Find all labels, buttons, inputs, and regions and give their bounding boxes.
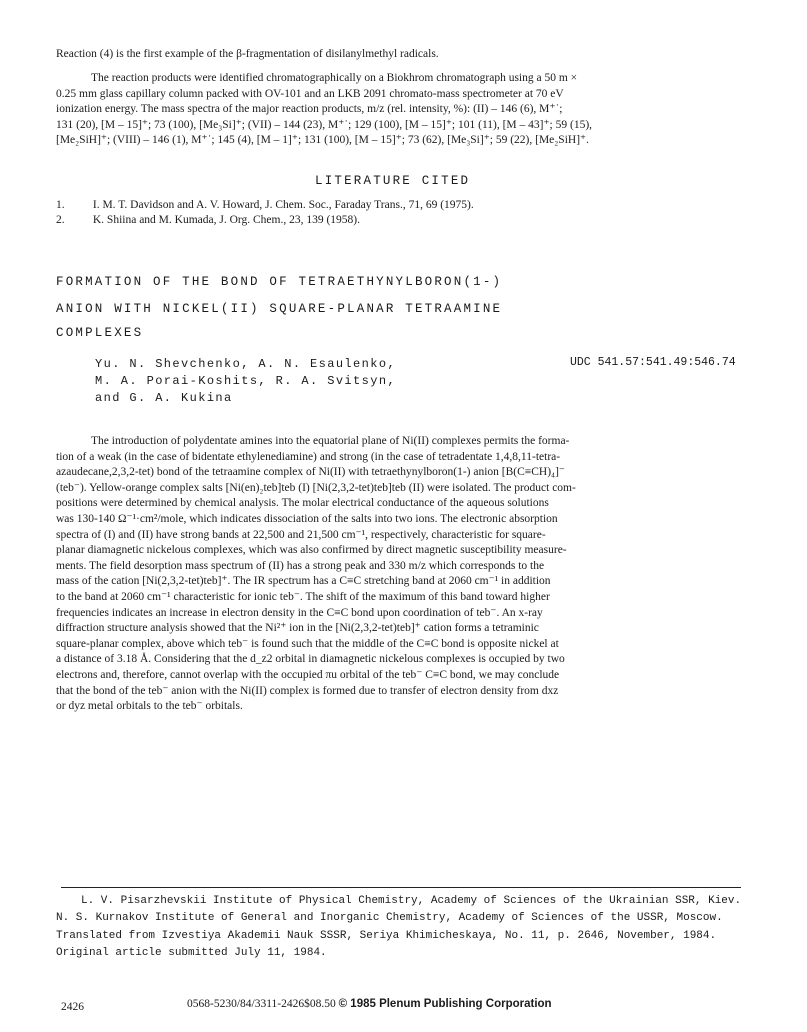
- reference-text: K. Shiina and M. Kumada, J. Org. Chem., 23, 139 (1958).: [92, 214, 361, 226]
- footnote-line: L. V. Pisarzhevskii Institute of Physical Chemistry, Academy of Sciences of the Ukrainian SSR, Kiev.: [81, 895, 742, 907]
- udc-code: UDC 541.57:541.49:546.74: [570, 356, 736, 369]
- copyright-text: © 1985 Plenum Publishing Corporation: [338, 998, 552, 1010]
- author-list: [95, 356, 396, 407]
- text-line: The introduction of polydentate amines into the equatorial plane of Ni(II) complexes permits the forma-: [91, 435, 570, 447]
- text-line: square-planar complex, above which teb⁻ is found such that the middle of the C≡C bond is opposite nickel at: [56, 637, 559, 650]
- text-line: planar diamagnetic nickelous complexes, which was also confirmed by direct magnetic susceptibility measure-: [56, 544, 567, 557]
- text-line: positions were determined by chemical analysis. The molar electrical conductance of the aqueous solutions: [56, 497, 549, 510]
- text-line: a distance of 3.18 Å. Considering that the d_z2 orbital in diamagnetic nickelous complexes is occupied by two: [56, 653, 565, 666]
- text-line: electrons and, therefore, cannot overlap with the occupied πu orbital of the teb⁻ C≡C bond, we may conclude: [56, 668, 560, 681]
- intro-sentence: [56, 47, 744, 63]
- reference-text: I. M. T. Davidson and A. V. Howard, J. Chem. Soc., Faraday Trans., 71, 69 (1975).: [92, 199, 474, 211]
- text-line: that the bond of the teb⁻ anion with the Ni(II) complex is formed due to transfer of electron density from dxz: [56, 684, 559, 697]
- text-line: [Me₂SiH]⁺; (VIII) – 146 (1), M⁺˙; 145 (4), [M – 1]⁺; 131 (100), [M – 15]⁺; 73 (62), [Me₃Si]⁺; 59 (22), [Me₂SiH]⁺.: [56, 134, 589, 147]
- text-line: 131 (20), [M – 15]⁺; 73 (100), [Me₃Si]⁺; (VII) – 144 (23), M⁺˙; 129 (100), [M – 15]⁺; 101 (11), [M – 43]⁺; 59 (15),: [56, 118, 593, 131]
- article-title-line: COMPLEXES: [56, 326, 144, 340]
- copyright-code: 0568-5230/84/3311-2426$08.50: [187, 998, 336, 1010]
- text-line: frequencies indicates an increase in electron density in the C≡C bond upon coordination of teb⁻. An x-ray: [56, 606, 543, 619]
- text-line: diffraction structure analysis showed that the Ni²⁺ ion in the [Ni(2,3,2-tet)teb]⁺ cation forms a tetraminic: [56, 622, 539, 635]
- text-line: to the band at 2060 cm⁻¹ characteristic for ionic teb⁻. The shift of the maximum of this band toward higher: [56, 590, 550, 603]
- reference-item: [56, 214, 756, 226]
- reference-number: 1.: [56, 199, 65, 211]
- text-line: The reaction products were identified chromatographically on a Biokhrom chromatograph using a 50 m ×: [91, 72, 578, 84]
- text-line: 0.25 mm glass capillary column packed with OV-101 and an LKB 2091 chromato-mass spectrometer at 70 eV: [56, 87, 564, 100]
- footnote-line: Translated from Izvestiya Akademii Nauk SSSR, Seriya Khimicheskaya, No. 11, p. 2646, November, 1984.: [56, 929, 717, 942]
- text-line: or dyz metal orbitals to the teb⁻ orbitals.: [56, 700, 243, 713]
- abstract-paragraph: [56, 434, 744, 715]
- text-line: azaudecane,2,3,2-tet) bond of the tetraamine complex of Ni(II) with tetraethynylboron(1-) anion [B(C≡CH)₄]⁻: [56, 466, 565, 479]
- text-line: (teb⁻). Yellow-orange complex salts [Ni(en)₂teb]teb (I) [Ni(2,3,2-tet)teb]teb (II) were isolated. The product com-: [56, 481, 576, 494]
- copyright-line: [187, 998, 552, 1010]
- text-line: ionization energy. The mass spectra of the major reaction products, m/z (rel. intensity, %): (II) – 146 (6), M⁺˙;: [56, 103, 563, 116]
- reference-item: [56, 199, 756, 211]
- text-line: ments. The field desorption mass spectrum of (II) has a strong peak and 330 m/z which corresponds to the: [56, 559, 545, 572]
- text-line: mass of the cation [Ni(2,3,2-tet)teb]⁺. The IR spectrum has a C≡C stretching band at 2060 cm⁻¹ in addition: [56, 575, 551, 588]
- experimental-paragraph: [56, 71, 744, 149]
- author-line: Yu. N. Shevchenko, A. N. Esaulenko,: [95, 357, 397, 371]
- text-line: Reaction (4) is the first example of the β-fragmentation of disilanylmethyl radicals.: [56, 48, 439, 60]
- text-line: was 130-140 Ω⁻¹·cm²/mole, which indicates dissociation of the salts into two ions. The electronic absorption: [56, 512, 558, 525]
- author-line: and G. A. Kukina: [95, 391, 233, 405]
- author-line: M. A. Porai-Koshits, R. A. Svitsyn,: [95, 374, 397, 388]
- footnote-divider: [61, 887, 741, 888]
- literature-cited-heading: LITERATURE CITED: [315, 174, 471, 188]
- affiliation-footnote: [56, 893, 746, 963]
- article-title-line: ANION WITH NICKEL(II) SQUARE-PLANAR TETRAAMINE: [56, 302, 503, 316]
- text-line: spectra of (I) and (II) have strong bands at 22,500 and 21,500 cm⁻¹, respectively, characteristic for square-: [56, 528, 546, 541]
- article-title-line: FORMATION OF THE BOND OF TETRAETHYNYLBORON(1-): [56, 275, 503, 289]
- footnote-line: N. S. Kurnakov Institute of General and Inorganic Chemistry, Academy of Sciences of the USSR, Moscow.: [56, 912, 723, 925]
- reference-number: 2.: [56, 214, 65, 226]
- footnote-line: Original article submitted July 11, 1984.: [56, 947, 327, 960]
- page-number: 2426: [61, 1001, 84, 1013]
- text-line: tion of a weak (in the case of bidentate ethylenediamine) and strong (in the case of tetradentate 1,4,8,11-tetra-: [56, 450, 561, 463]
